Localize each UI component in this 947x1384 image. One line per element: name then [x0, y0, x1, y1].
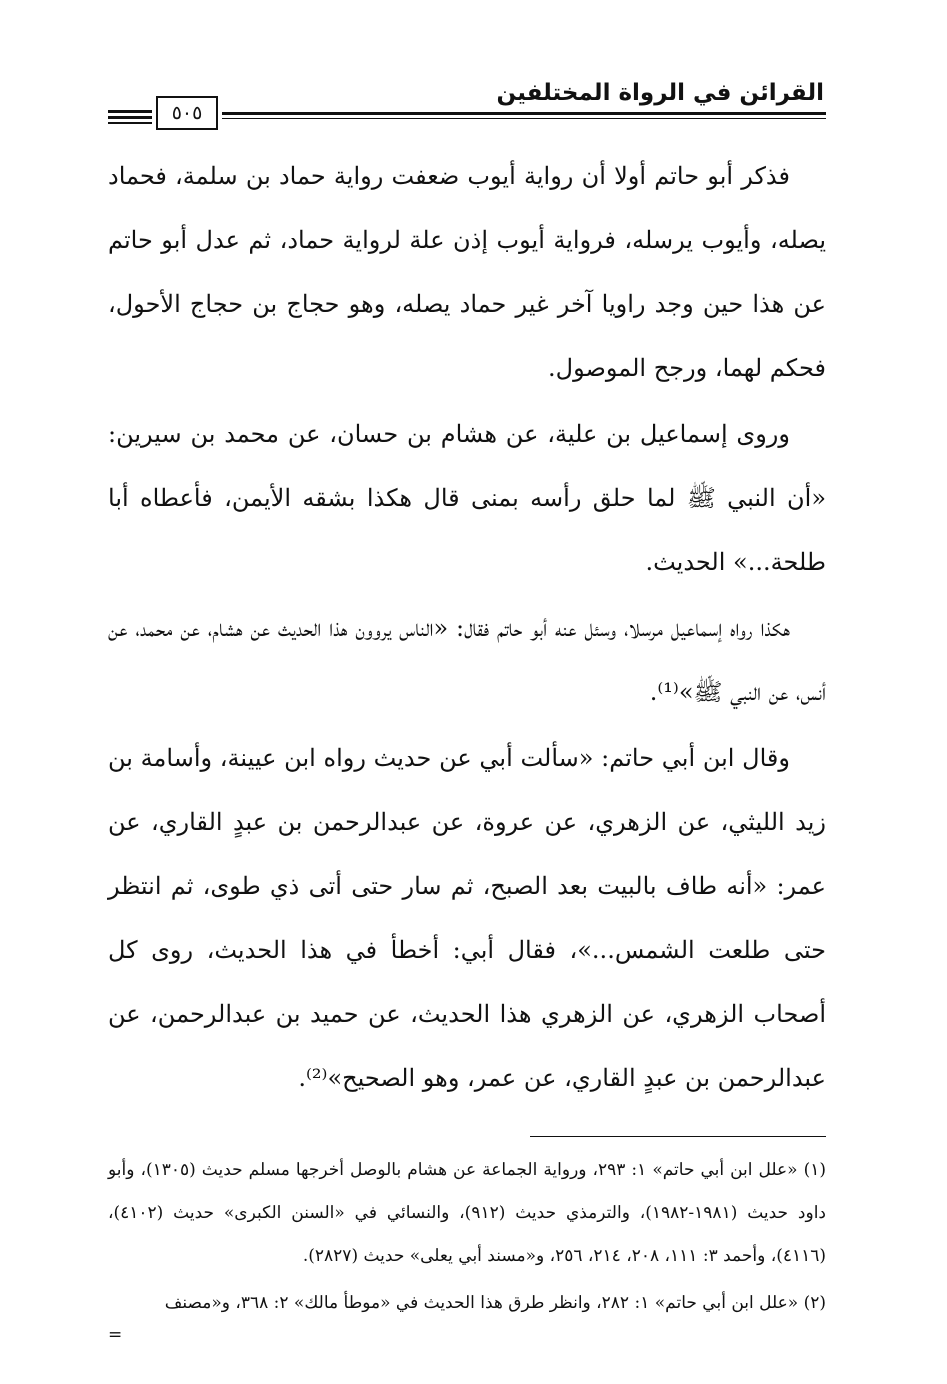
- paragraph: فذكر أبو حاتم أولا أن رواية أيوب ضعفت رواية حماد بن سلمة، فحماد يصله، وأيوب يرسله، فرواية أيوب إذن علة لرواية حماد، ثم عدل أبو حاتم عن هذا حين وجد راويا آخر غير حماد يصله، وهو حجاج بن حجاج الأحول، فحكم لهما، ورجح الموصول.: [108, 162, 826, 382]
- header-rule-thin: [222, 118, 826, 119]
- main-text: [108, 144, 826, 1110]
- book-page: [108, 70, 826, 1345]
- continuation-mark: =: [108, 1325, 123, 1345]
- footnotes: [108, 1149, 826, 1345]
- ornament-bar: [108, 110, 152, 113]
- footnote-separator: [530, 1136, 826, 1137]
- paragraph: هكذا رواه إسماعيل مرسلا، وسئل عنه أبو حاتم فقال: «الناس يروون هذا الحديث عن هشام، عن محمد، عن أنس، عن النبي ﷺ»⁽¹⁾.: [108, 614, 826, 706]
- paragraph: وروى إسماعيل بن علية، عن هشام بن حسان، عن محمد بن سيرين: «أن النبي ﷺ لما حلق رأسه بمنى قال هكذا بشقه الأيمن، فأعطاه أبا طلحة...» الحديث.: [108, 420, 826, 576]
- running-title: القرائن في الرواة المختلفين: [496, 80, 824, 106]
- footnote: (١) «علل ابن أبي حاتم» ١: ٢٩٣، ورواية الجماعة عن هشام بالوصل أخرجها مسلم حديث (١٣٠٥)، وأبو داود حديث (١٩٨١-١٩٨٢)، والترمذي حديث (٩١٢)، والنسائي في «السنن الكبرى» حديث (٤١٠٢)، (٤١١٦)، وأحمد ٣: ١١١، ٢٠٨، ٢١٤، ٢٥٦، و«مسند أبي يعلى» حديث (٢٨٢٧).: [108, 1160, 826, 1266]
- header-rule-thick: [222, 112, 826, 115]
- footnote: (٢) «علل ابن أبي حاتم» ١: ٢٨٢، وانظر طرق هذا الحديث في «موطأ مالك» ٢: ٣٦٨، و«مصنف: [164, 1293, 826, 1313]
- paragraph: وقال ابن أبي حاتم: «سألت أبي عن حديث رواه ابن عيينة، وأسامة بن زيد الليثي، عن الزهري، عن عروة، عن عبدالرحمن بن عبدٍ القاري، عن عمر: «أنه طاف بالبيت بعد الصبح، ثم سار حتى أتى ذي طوى، ثم انتظر حتى طلعت الشمس...»، فقال أبي: أخطأ في هذا الحديث، روى كل أصحاب الزهري، عن الزهري هذا الحديث، عن حميد بن عبدالرحمن، عن عبدالرحمن بن عبدٍ القاري، عن عمر، وهو الصحيح»⁽²⁾.: [108, 744, 826, 1092]
- page-header: [108, 70, 826, 126]
- page-number: ٥٠٥: [156, 96, 218, 130]
- ornament-bar: [108, 122, 152, 124]
- ornament-bar: [108, 116, 152, 119]
